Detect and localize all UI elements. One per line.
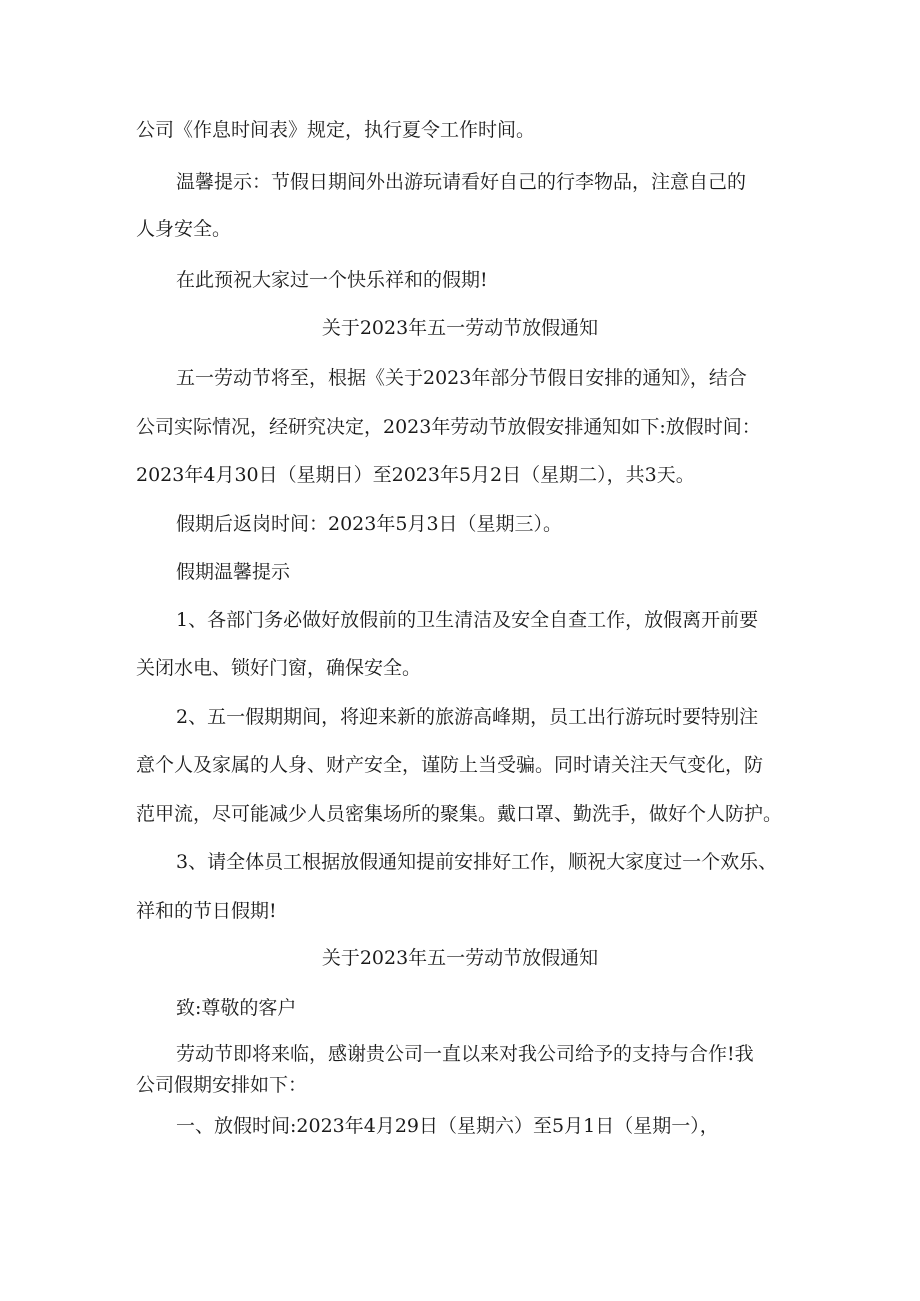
text-line: 意个人及家属的人身、财产安全，谨防上当受骗。同时请关注天气变化，防 xyxy=(136,754,764,776)
text-line: 公司《作息时间表》规定，执行夏令工作时间。 xyxy=(136,119,536,141)
text-line: 关闭水电、锁好门窗，确保安全。 xyxy=(136,657,422,679)
text-line: 公司假期安排如下： xyxy=(136,1074,308,1096)
salutation: 致:尊敬的客户 xyxy=(176,997,297,1019)
section-title: 关于2023年五一劳动节放假通知 xyxy=(321,317,599,339)
subheading-tips: 假期温馨提示 xyxy=(176,561,291,583)
paragraph-wishes: 在此预祝大家过一个快乐祥和的假期! xyxy=(176,269,488,291)
tip-item-2: 2、五一假期期间，将迎来新的旅游高峰期，员工出行游玩时要特别注 xyxy=(176,706,759,728)
paragraph-client-notice: 劳动节即将来临，感谢贵公司一直以来对我公司给予的支持与合作!我 xyxy=(176,1043,754,1065)
paragraph-intro: 五一劳动节将至，根据《关于2023年部分节假日安排的通知》，结合 xyxy=(176,367,747,389)
paragraph-holiday-time: 一、放假时间:2023年4月29日（星期六）至5月1日（星期一）， xyxy=(176,1115,719,1137)
text-line: 人身安全。 xyxy=(136,218,232,240)
paragraph-warm-tip: 温馨提示：节假日期间外出游玩请看好自己的行李物品，注意自己的 xyxy=(176,171,747,193)
paragraph-return-date: 假期后返岗时间：2023年5月3日（星期三）。 xyxy=(176,513,563,535)
tip-item-1: 1、各部门务必做好放假前的卫生清洁及安全自查工作，放假离开前要 xyxy=(176,609,759,631)
text-line: 祥和的节日假期! xyxy=(136,900,277,922)
text-line: 2023年4月30日（星期日）至2023年5月2日（星期二），共3天。 xyxy=(136,464,695,486)
text-line: 范甲流，尽可能减少人员密集场所的聚集。戴口罩、勤洗手，做好个人防护。 xyxy=(136,803,783,825)
tip-item-3: 3、请全体员工根据放假通知提前安排好工作，顺祝大家度过一个欢乐、 xyxy=(176,851,778,873)
text-line: 公司实际情况，经研究决定，2023年劳动节放假安排通知如下:放假时间： xyxy=(136,416,761,438)
section-title-2: 关于2023年五一劳动节放假通知 xyxy=(321,947,599,969)
